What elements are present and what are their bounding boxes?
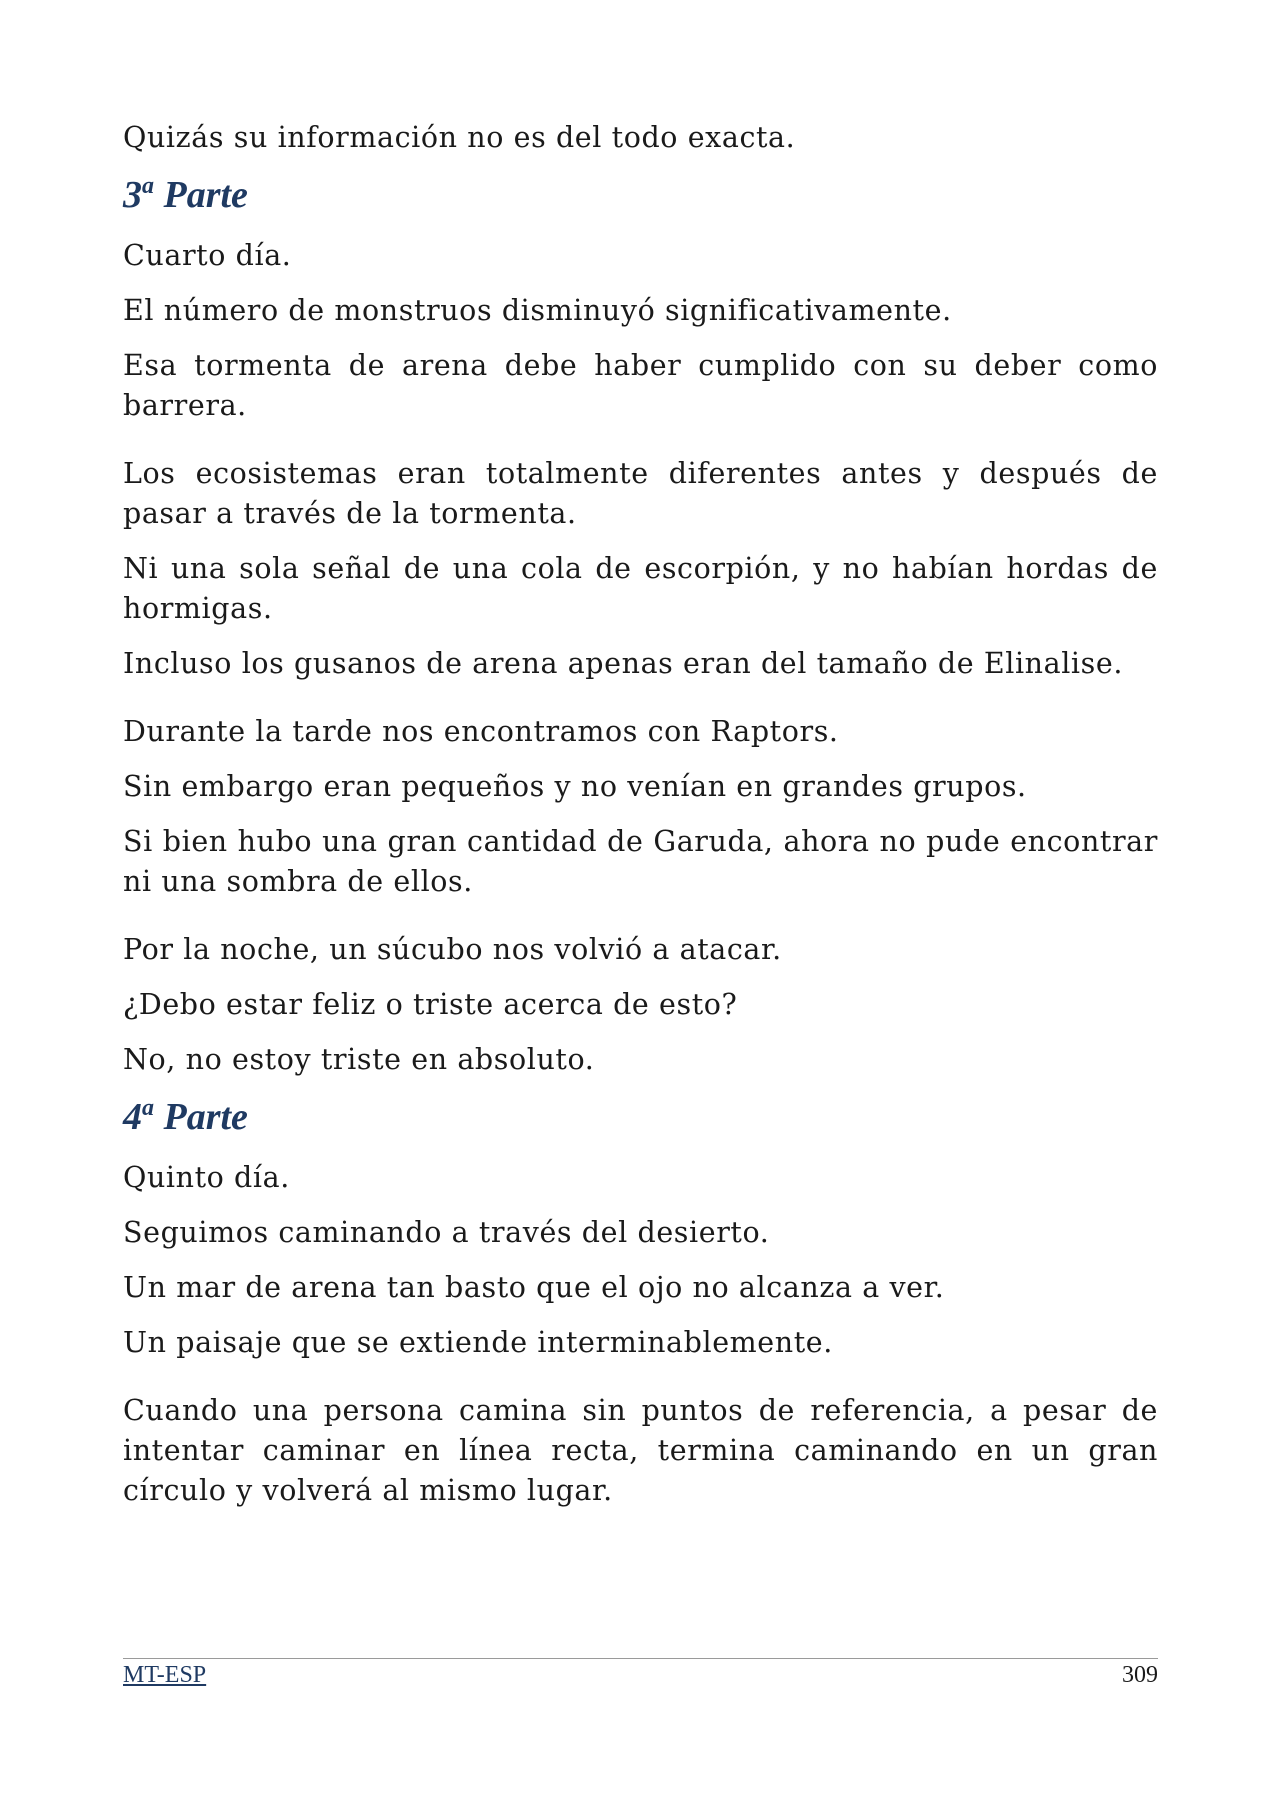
heading-word: Parte [154,1096,248,1138]
paragraph: El número de monstruos disminuyó significativamente. [123,294,952,327]
paragraph: Un paisaje que se extiende interminablemente. [123,1326,833,1359]
paragraph: Quinto día. [123,1161,290,1194]
page-body [123,118,1158,1526]
paragraph: Si bien hubo una gran cantidad de Garuda, ahora no pude encontrar ni una sombra de ellos. [123,825,1158,898]
paragraph: Un mar de arena tan basto que el ojo no alcanza a ver. [123,1271,945,1304]
paragraph: No, no estoy triste en absoluto. [123,1043,595,1076]
paragraph: ¿Debo estar feliz o triste acerca de esto? [123,988,738,1021]
paragraph: Cuando una persona camina sin puntos de referencia, a pesar de intentar caminar en línea recta, termina caminando en un gran círculo y volverá al mismo lugar. [123,1394,1158,1507]
paragraph: Quizás su información no es del todo exacta. [123,121,796,154]
footer-link[interactable]: MT-ESP [123,1662,207,1688]
paragraph: Seguimos caminando a través del desierto. [123,1216,770,1249]
paragraph: Cuarto día. [123,239,292,272]
section-heading [123,173,1158,217]
heading-ordinal: a [142,173,154,199]
paragraph: Durante la tarde nos encontramos con Raptors. [123,715,839,748]
paragraph: Esa tormenta de arena debe haber cumplido con su deber como barrera. [123,349,1158,422]
heading-number: 3 [123,174,142,216]
paragraph: Incluso los gusanos de arena apenas eran del tamaño de Elinalise. [123,647,1123,680]
section-heading [123,1095,1158,1139]
page-number: 309 [1122,1662,1158,1688]
paragraph: Los ecosistemas eran totalmente diferentes antes y después de pasar a través de la tormenta. [123,457,1158,530]
paragraph: Por la noche, un súcubo nos volvió a atacar. [123,933,782,966]
paragraph: Sin embargo eran pequeños y no venían en grandes grupos. [123,770,1027,803]
paragraph: Ni una sola señal de una cola de escorpión, y no habían hordas de hormigas. [123,552,1158,625]
heading-number: 4 [123,1096,142,1138]
heading-word: Parte [154,174,248,216]
heading-ordinal: a [142,1095,154,1121]
page-footer [123,1658,1158,1689]
